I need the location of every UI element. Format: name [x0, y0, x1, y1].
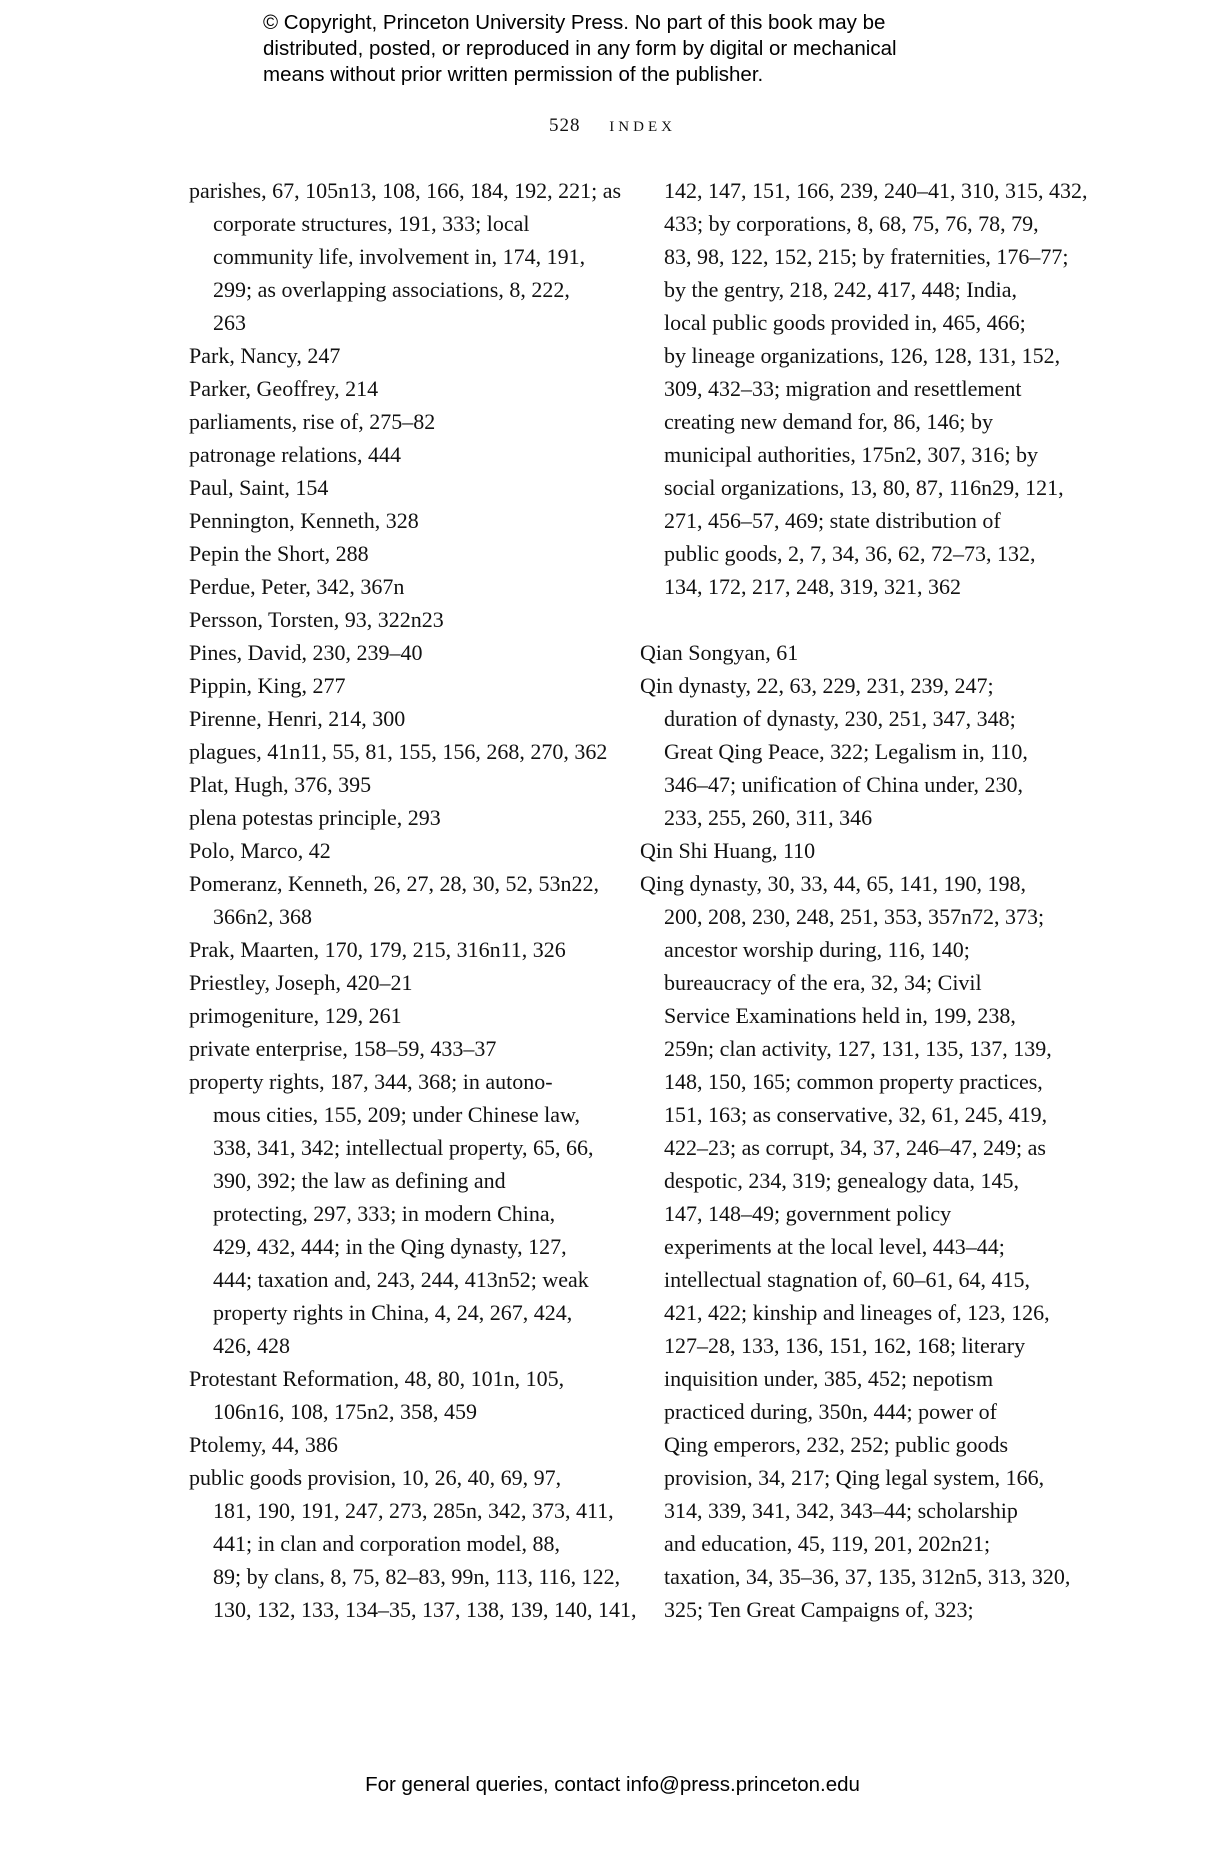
index-line: 142, 147, 151, 166, 239, 240–41, 310, 315, 432,: [664, 178, 1088, 203]
index-line: Prak, Maarten, 170, 179, 215, 316n11, 326: [189, 937, 566, 962]
index-line: protecting, 297, 333; in modern China,: [213, 1201, 556, 1226]
index-line: 148, 150, 165; common property practices,: [664, 1069, 1043, 1094]
index-line: experiments at the local level, 443–44;: [664, 1234, 1005, 1259]
index-line: Service Examinations held in, 199, 238,: [664, 1003, 1016, 1028]
index-line: Qian Songyan, 61: [640, 640, 799, 665]
index-line: 89; by clans, 8, 75, 82–83, 99n, 113, 116, 122,: [213, 1564, 621, 1589]
footer-contact: For general queries, contact info@press.princeton.edu: [365, 1773, 860, 1796]
index-line: Perdue, Peter, 342, 367n: [189, 574, 405, 599]
index-column-right: [640, 174, 1088, 1626]
index-line: plena potestas principle, 293: [189, 805, 441, 830]
page-number: 528: [549, 115, 581, 136]
running-head: [0, 112, 1225, 137]
index-line: 263: [213, 310, 246, 335]
index-line: local public goods provided in, 465, 466;: [664, 310, 1026, 335]
index-line: Pennington, Kenneth, 328: [189, 508, 419, 533]
index-line: provision, 34, 217; Qing legal system, 166,: [664, 1465, 1045, 1490]
index-line: 151, 163; as conservative, 32, 61, 245, 419,: [664, 1102, 1048, 1127]
index-line: Qing emperors, 232, 252; public goods: [664, 1432, 1009, 1457]
copyright-line: distributed, posted, or reproduced in any form by digital or mechanical: [263, 37, 897, 60]
index-line: 338, 341, 342; intellectual property, 65, 66,: [213, 1135, 594, 1160]
index-line: 429, 432, 444; in the Qing dynasty, 127,: [213, 1234, 567, 1259]
index-line: 444; taxation and, 243, 244, 413n52; weak: [213, 1267, 589, 1292]
index-line: public goods, 2, 7, 34, 36, 62, 72–73, 132,: [664, 541, 1036, 566]
index-line: 181, 190, 191, 247, 273, 285n, 342, 373, 411,: [213, 1498, 614, 1523]
index-line: despotic, 234, 319; genealogy data, 145,: [664, 1168, 1019, 1193]
index-line: 200, 208, 230, 248, 251, 353, 357n72, 373;: [664, 904, 1045, 929]
section-gap: [640, 603, 1060, 636]
index-line: ancestor worship during, 116, 140;: [664, 937, 970, 962]
index-line: Paul, Saint, 154: [189, 475, 329, 500]
index-line: 271, 456–57, 469; state distribution of: [664, 508, 1001, 533]
index-line: by the gentry, 218, 242, 417, 448; India,: [664, 277, 1017, 302]
index-line: 433; by corporations, 8, 68, 75, 76, 78, 79,: [664, 211, 1039, 236]
index-line: 426, 428: [213, 1333, 290, 1358]
index-column-left: [189, 174, 637, 1626]
index-line: 346–47; unification of China under, 230,: [664, 772, 1024, 797]
index-line: parishes, 67, 105n13, 108, 166, 184, 192, 221; as: [189, 178, 622, 203]
index-line: corporate structures, 191, 333; local: [213, 211, 530, 236]
index-line: inquisition under, 385, 452; nepotism: [664, 1366, 994, 1391]
running-title: index: [609, 112, 676, 136]
index-line: 325; Ten Great Campaigns of, 323;: [664, 1597, 974, 1622]
index-line: Qin dynasty, 22, 63, 229, 231, 239, 247;: [640, 673, 994, 698]
index-line: Park, Nancy, 247: [189, 343, 341, 368]
index-line: 147, 148–49; government policy: [664, 1201, 952, 1226]
index-line: 421, 422; kinship and lineages of, 123, 126,: [664, 1300, 1050, 1325]
index-line: intellectual stagnation of, 60–61, 64, 415,: [664, 1267, 1030, 1292]
index-line: 127–28, 133, 136, 151, 162, 168; literary: [664, 1333, 1026, 1358]
index-line: Great Qing Peace, 322; Legalism in, 110,: [664, 739, 1028, 764]
index-line: 130, 132, 133, 134–35, 137, 138, 139, 140, 141,: [213, 1597, 637, 1622]
copyright-notice: [263, 10, 1023, 88]
index-line: Pines, David, 230, 239–40: [189, 640, 423, 665]
index-line: duration of dynasty, 230, 251, 347, 348;: [664, 706, 1016, 731]
index-line: 309, 432–33; migration and resettlement: [664, 376, 1022, 401]
index-line: Qing dynasty, 30, 33, 44, 65, 141, 190, 198,: [640, 871, 1027, 896]
index-line: community life, involvement in, 174, 191,: [213, 244, 586, 269]
index-line: creating new demand for, 86, 146; by: [664, 409, 994, 434]
index-line: Pirenne, Henri, 214, 300: [189, 706, 406, 731]
index-line: Persson, Torsten, 93, 322n23: [189, 607, 444, 632]
index-line: practiced during, 350n, 444; power of: [664, 1399, 997, 1424]
index-line: Protestant Reformation, 48, 80, 101n, 105,: [189, 1366, 565, 1391]
index-line: social organizations, 13, 80, 87, 116n29, 121,: [664, 475, 1064, 500]
index-line: 259n; clan activity, 127, 131, 135, 137, 139,: [664, 1036, 1052, 1061]
index-line: bureaucracy of the era, 32, 34; Civil: [664, 970, 982, 995]
index-line: Parker, Geoffrey, 214: [189, 376, 379, 401]
index-line: Polo, Marco, 42: [189, 838, 331, 863]
index-line: 441; in clan and corporation model, 88,: [213, 1531, 561, 1556]
copyright-line: means without prior written permission of the publisher.: [263, 63, 764, 86]
index-line: patronage relations, 444: [189, 442, 401, 467]
index-line: 233, 255, 260, 311, 346: [664, 805, 873, 830]
index-line: Pomeranz, Kenneth, 26, 27, 28, 30, 52, 53n22,: [189, 871, 599, 896]
index-line: taxation, 34, 35–36, 37, 135, 312n5, 313, 320,: [664, 1564, 1071, 1589]
index-line: Pepin the Short, 288: [189, 541, 369, 566]
index-line: private enterprise, 158–59, 433–37: [189, 1036, 497, 1061]
index-line: by lineage organizations, 126, 128, 131, 152,: [664, 343, 1061, 368]
index-line: 83, 98, 122, 152, 215; by fraternities, 176–77;: [664, 244, 1069, 269]
index-line: 366n2, 368: [213, 904, 312, 929]
index-line: 422–23; as corrupt, 34, 37, 246–47, 249; as: [664, 1135, 1046, 1160]
index-line: 314, 339, 341, 342, 343–44; scholarship: [664, 1498, 1018, 1523]
index-line: 299; as overlapping associations, 8, 222,: [213, 277, 570, 302]
index-line: 390, 392; the law as defining and: [213, 1168, 506, 1193]
index-line: 106n16, 108, 175n2, 358, 459: [213, 1399, 477, 1424]
index-line: 134, 172, 217, 248, 319, 321, 362: [664, 574, 961, 599]
index-line: Pippin, King, 277: [189, 673, 346, 698]
index-line: public goods provision, 10, 26, 40, 69, 97,: [189, 1465, 562, 1490]
index-line: Qin Shi Huang, 110: [640, 838, 816, 863]
index-line: property rights, 187, 344, 368; in autono-: [189, 1069, 553, 1094]
index-line: plagues, 41n11, 55, 81, 155, 156, 268, 270, 362: [189, 739, 608, 764]
index-line: and education, 45, 119, 201, 202n21;: [664, 1531, 991, 1556]
index-line: Plat, Hugh, 376, 395: [189, 772, 372, 797]
index-line: Priestley, Joseph, 420–21: [189, 970, 413, 995]
index-line: municipal authorities, 175n2, 307, 316; by: [664, 442, 1038, 467]
index-line: parliaments, rise of, 275–82: [189, 409, 436, 434]
index-line: mous cities, 155, 209; under Chinese law,: [213, 1102, 581, 1127]
copyright-line: © Copyright, Princeton University Press. No part of this book may be: [263, 11, 886, 34]
index-line: primogeniture, 129, 261: [189, 1003, 402, 1028]
index-line: property rights in China, 4, 24, 267, 424,: [213, 1300, 573, 1325]
index-line: Ptolemy, 44, 386: [189, 1432, 338, 1457]
